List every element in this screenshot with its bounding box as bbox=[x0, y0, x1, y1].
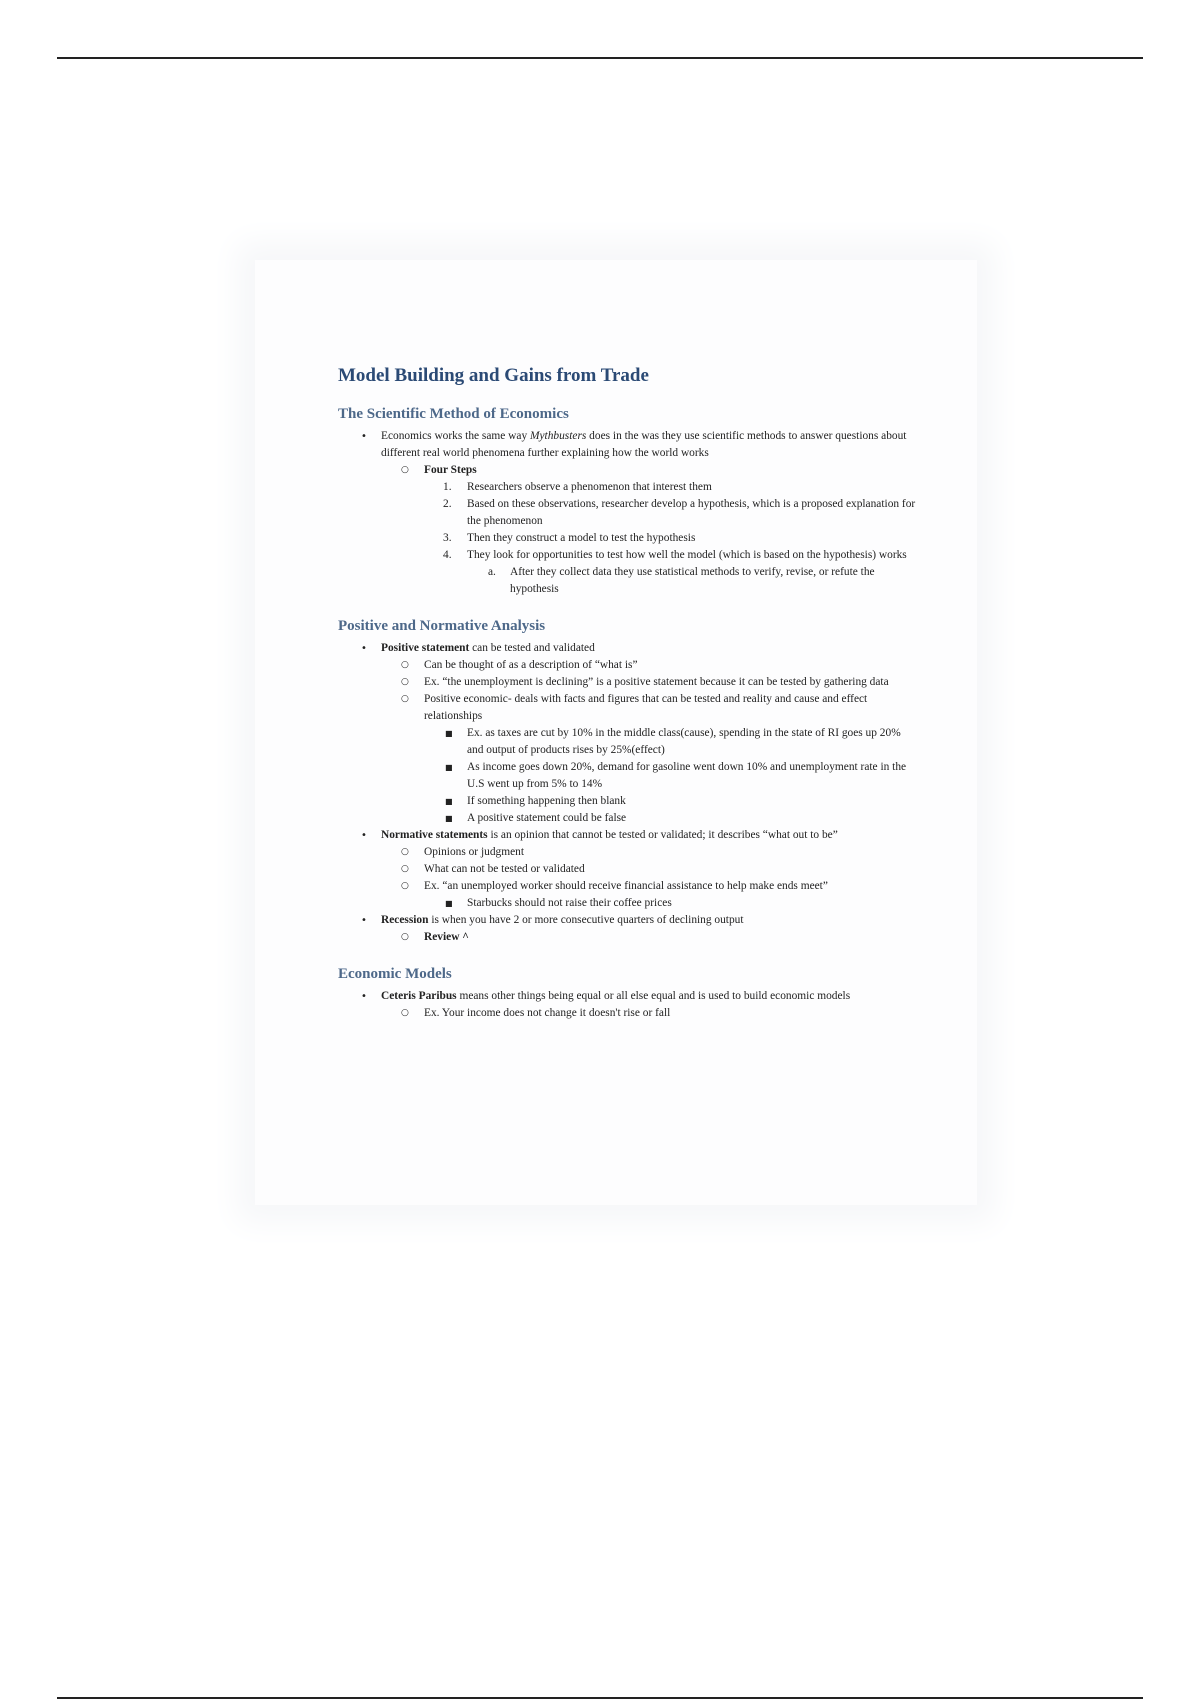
section-list bbox=[338, 988, 918, 1022]
bold-term: Four Steps bbox=[424, 464, 477, 476]
bold-term: Ceteris Paribus bbox=[381, 990, 457, 1002]
list-item bbox=[338, 496, 918, 530]
list-item bbox=[338, 895, 918, 912]
item-text: Economics works the same way bbox=[381, 430, 530, 442]
list-marker: ○ bbox=[401, 677, 409, 687]
list-item bbox=[338, 530, 918, 547]
item-text: Ex. “an unemployed worker should receive financial assistance to help make ends meet” bbox=[424, 880, 828, 892]
list-item bbox=[338, 912, 918, 929]
list-item bbox=[338, 657, 918, 674]
item-text: is when you have 2 or more consecutive quarters of declining output bbox=[428, 914, 744, 926]
list-item bbox=[338, 479, 918, 496]
list-marker: 1. bbox=[443, 481, 452, 493]
list-item bbox=[338, 1005, 918, 1022]
list-item bbox=[338, 793, 918, 810]
list-marker: ○ bbox=[401, 1008, 409, 1018]
list-marker: 4. bbox=[443, 549, 452, 561]
list-marker: 2. bbox=[443, 498, 452, 510]
list-item bbox=[338, 844, 918, 861]
list-item bbox=[338, 878, 918, 895]
bold-term: Positive statement bbox=[381, 642, 470, 654]
item-text: They look for opportunities to test how well the model (which is based on the hypothesis) works bbox=[467, 549, 907, 561]
item-text: What can not be tested or validated bbox=[424, 863, 585, 875]
list-item bbox=[338, 547, 918, 564]
list-item bbox=[338, 462, 918, 479]
item-text: If something happening then blank bbox=[467, 795, 626, 807]
list-item bbox=[338, 640, 918, 657]
item-text: does in the was they use scientific methods to answer questions about different real world phenomena further explaining how the world works bbox=[381, 430, 907, 459]
item-text: After they collect data they use statistical methods to verify, revise, or refute the hypothesis bbox=[510, 566, 875, 595]
item-text: A positive statement could be false bbox=[467, 812, 627, 824]
item-text: Can be thought of as a description of “what is” bbox=[424, 659, 638, 671]
list-marker: ○ bbox=[401, 660, 409, 670]
document bbox=[338, 364, 918, 1022]
section-heading: Positive and Normative Analysis bbox=[338, 618, 546, 634]
section-heading: The Scientific Method of Economics bbox=[338, 406, 569, 422]
bottom-rule bbox=[57, 1697, 1143, 1699]
list-item bbox=[338, 827, 918, 844]
item-text: Researchers observe a phenomenon that interest them bbox=[467, 481, 712, 493]
list-item bbox=[338, 929, 918, 946]
document-title: Model Building and Gains from Trade bbox=[338, 365, 649, 386]
document-sections bbox=[338, 404, 918, 1022]
list-item bbox=[338, 759, 918, 793]
list-marker: 3. bbox=[443, 532, 452, 544]
list-marker: ■ bbox=[445, 899, 453, 908]
section-heading: Economic Models bbox=[338, 966, 452, 982]
list-marker: • bbox=[361, 830, 367, 841]
list-item bbox=[338, 564, 918, 598]
item-text: is an opinion that cannot be tested or validated; it describes “what out to be” bbox=[487, 829, 838, 841]
list-marker: • bbox=[361, 431, 367, 442]
item-text: Ex. Your income does not change it doesn't rise or fall bbox=[424, 1007, 671, 1019]
list-marker: ○ bbox=[401, 932, 409, 942]
list-marker: ○ bbox=[401, 864, 409, 874]
item-text: can be tested and validated bbox=[469, 642, 595, 654]
list-item bbox=[338, 674, 918, 691]
item-text: means other things being equal or all else equal and is used to build economic models bbox=[456, 990, 851, 1002]
list-marker: • bbox=[361, 991, 367, 1002]
item-text: Opinions or judgment bbox=[424, 846, 524, 858]
list-item bbox=[338, 861, 918, 878]
item-text: As income goes down 20%, demand for gasoline went down 10% and unemployment rate in the U.S went up from 5% to 14% bbox=[467, 761, 907, 790]
item-text: Then they construct a model to test the hypothesis bbox=[467, 532, 696, 544]
item-text: Starbucks should not raise their coffee prices bbox=[467, 897, 672, 909]
list-marker: ○ bbox=[401, 881, 409, 891]
item-text: Based on these observations, researcher develop a hypothesis, which is a proposed explanation for the phenomenon bbox=[467, 498, 916, 527]
list-marker: ■ bbox=[445, 729, 453, 738]
list-item bbox=[338, 691, 918, 725]
list-marker: ○ bbox=[401, 694, 409, 704]
list-item bbox=[338, 725, 918, 759]
list-marker: ○ bbox=[401, 465, 409, 475]
section-list bbox=[338, 640, 918, 946]
list-marker: • bbox=[361, 643, 367, 654]
list-marker: ■ bbox=[445, 763, 453, 772]
bold-term: Recession bbox=[381, 914, 429, 926]
item-text: Ex. “the unemployment is declining” is a positive statement because it can be tested by gathering data bbox=[424, 676, 889, 688]
list-marker: ■ bbox=[445, 814, 453, 823]
item-text: Positive economic- deals with facts and figures that can be tested and reality and cause and effect relationships bbox=[424, 693, 868, 722]
section-list bbox=[338, 428, 918, 598]
list-marker: ■ bbox=[445, 797, 453, 806]
item-text: Ex. as taxes are cut by 10% in the middle class(cause), spending in the state of RI goes up 20% and output of products rises by 25%(effect) bbox=[467, 727, 901, 756]
list-marker: • bbox=[361, 915, 367, 926]
top-rule bbox=[57, 57, 1143, 59]
list-marker: ○ bbox=[401, 847, 409, 857]
bold-term: Normative statements bbox=[381, 829, 488, 841]
list-item bbox=[338, 988, 918, 1005]
italic-term: Mythbusters bbox=[530, 430, 587, 442]
bold-term: Review ^ bbox=[424, 931, 469, 943]
list-item bbox=[338, 428, 918, 462]
list-item bbox=[338, 810, 918, 827]
list-marker: a. bbox=[488, 566, 496, 578]
